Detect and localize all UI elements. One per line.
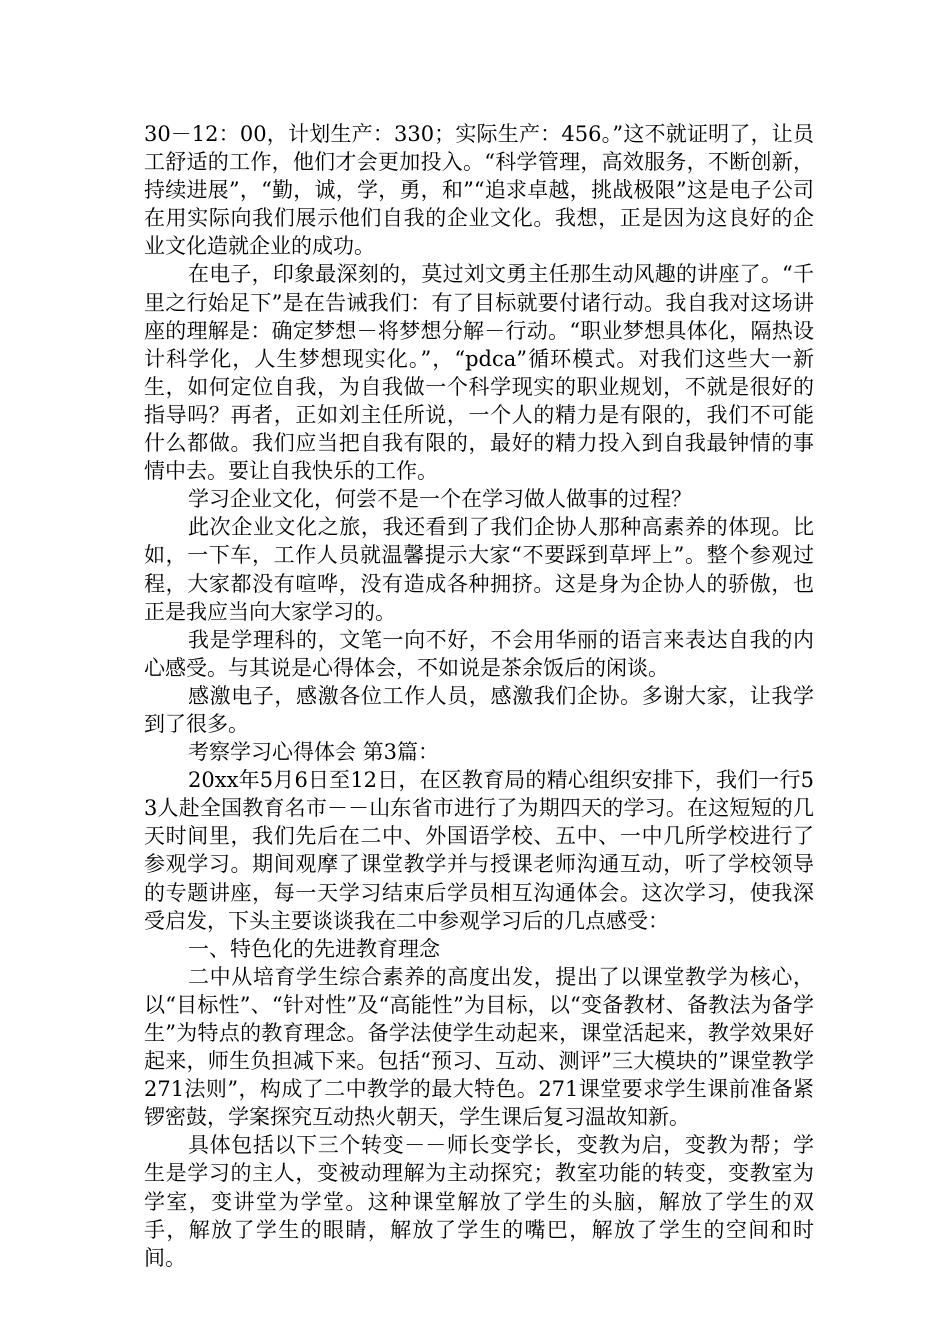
paragraph-3: 学习企业文化，何尝不是一个在学习做人做事的过程？: [188, 487, 692, 512]
subheading-1: 一、特色化的先进教育理念: [188, 936, 440, 961]
paragraph-4: 此次企业文化之旅，我还看到了我们企协人那种高素养的体现。比如，一下车，工作人员就温馨提示大家“不要踩到草坪上”。整个参观过程，大家都没有喧哗，没有造成各种拥挤。这是身为企协人的骄傲，也正是我应当向大家学习的。: [144, 515, 814, 624]
section-heading-part-3: 考察学习心得体会 第3篇：: [188, 740, 440, 765]
paragraph-6: 感激电子，感激各位工作人员，感激我们企协。多谢大家，让我学到了很多。: [144, 683, 814, 736]
paragraph-5: 我是学理科的，文笔一向不好，不会用华丽的语言来表达自我的内心感受。与其说是心得体会，不如说是茶余饭后的闲谈。: [144, 627, 814, 680]
paragraph-10: 二中从培育学生综合素养的高度出发，提出了以课堂教学为核心，以“目标性”、“针对性”及“高能性”为目标，以“变备教材、备教法为备学生”为特点的教育理念。备学法使学生动起来，课堂活起来，教学效果好起来，师生负担减下来。包括“预习、互动、测评”三大模块的”课堂教学271法则”，构成了二中教学的最大特色。271课堂要求学生课前准备紧锣密鼓，学案探究互动热火朝天，学生课后复习温故知新。: [144, 964, 814, 1130]
document-body: [144, 120, 814, 1272]
paragraph-1: 30－12：00，计划生产：330；实际生产：456。”这不就证明了，让员工舒适的工作，他们才会更加投入。“科学管理，高效服务，不断创新，持续进展”，“勤，诚，学，勇，和”“追求卓越，挑战极限”这是电子公司在用实际向我们展示他们自我的企业文化。我想，正是因为这良好的企业文化造就企业的成功。: [144, 122, 814, 259]
paragraph-11: 具体包括以下三个转变－－师长变学长，变教为启，变教为帮；学生是学习的主人，变被动理解为主动探究；教室功能的转变，变教室为学室，变讲堂为学堂。这种课堂解放了学生的头脑，解放了学生的双手，解放了学生的眼睛，解放了学生的嘴巴，解放了学生的空间和时间。: [144, 1133, 814, 1270]
paragraph-8: 20xx年5月6日至12日，在区教育局的精心组织安排下，我们一行53人赴全国教育名市－－山东省市进行了为期四天的学习。在这短短的几天时间里，我们先后在二中、外国语学校、五中、一中几所学校进行了参观学习。期间观摩了课堂教学并与授课老师沟通互动，听了学校领导的专题讲座，每一天学习结束后学员相互沟通体会。这次学习，使我深受启发，下头主要谈谈我在二中参观学习后的几点感受：: [144, 768, 814, 933]
paragraph-2: 在电子，印象最深刻的，莫过刘文勇主任那生动风趣的讲座了。“千里之行始足下”是在告诫我们：有了目标就要付诸行动。我自我对这场讲座的理解是：确定梦想－将梦想分解－行动。“职业梦想具体化，隔热设计科学化，人生梦想现实化。”，“pdca”循环模式。对我们这些大一新生，如何定位自我，为自我做一个科学现实的职业规划，不就是很好的指导吗？再者，正如刘主任所说，一个人的精力是有限的，我们不可能什么都做。我们应当把自我有限的，最好的精力投入到自我最钟情的事情中去。要让自我快乐的工作。: [144, 262, 814, 484]
